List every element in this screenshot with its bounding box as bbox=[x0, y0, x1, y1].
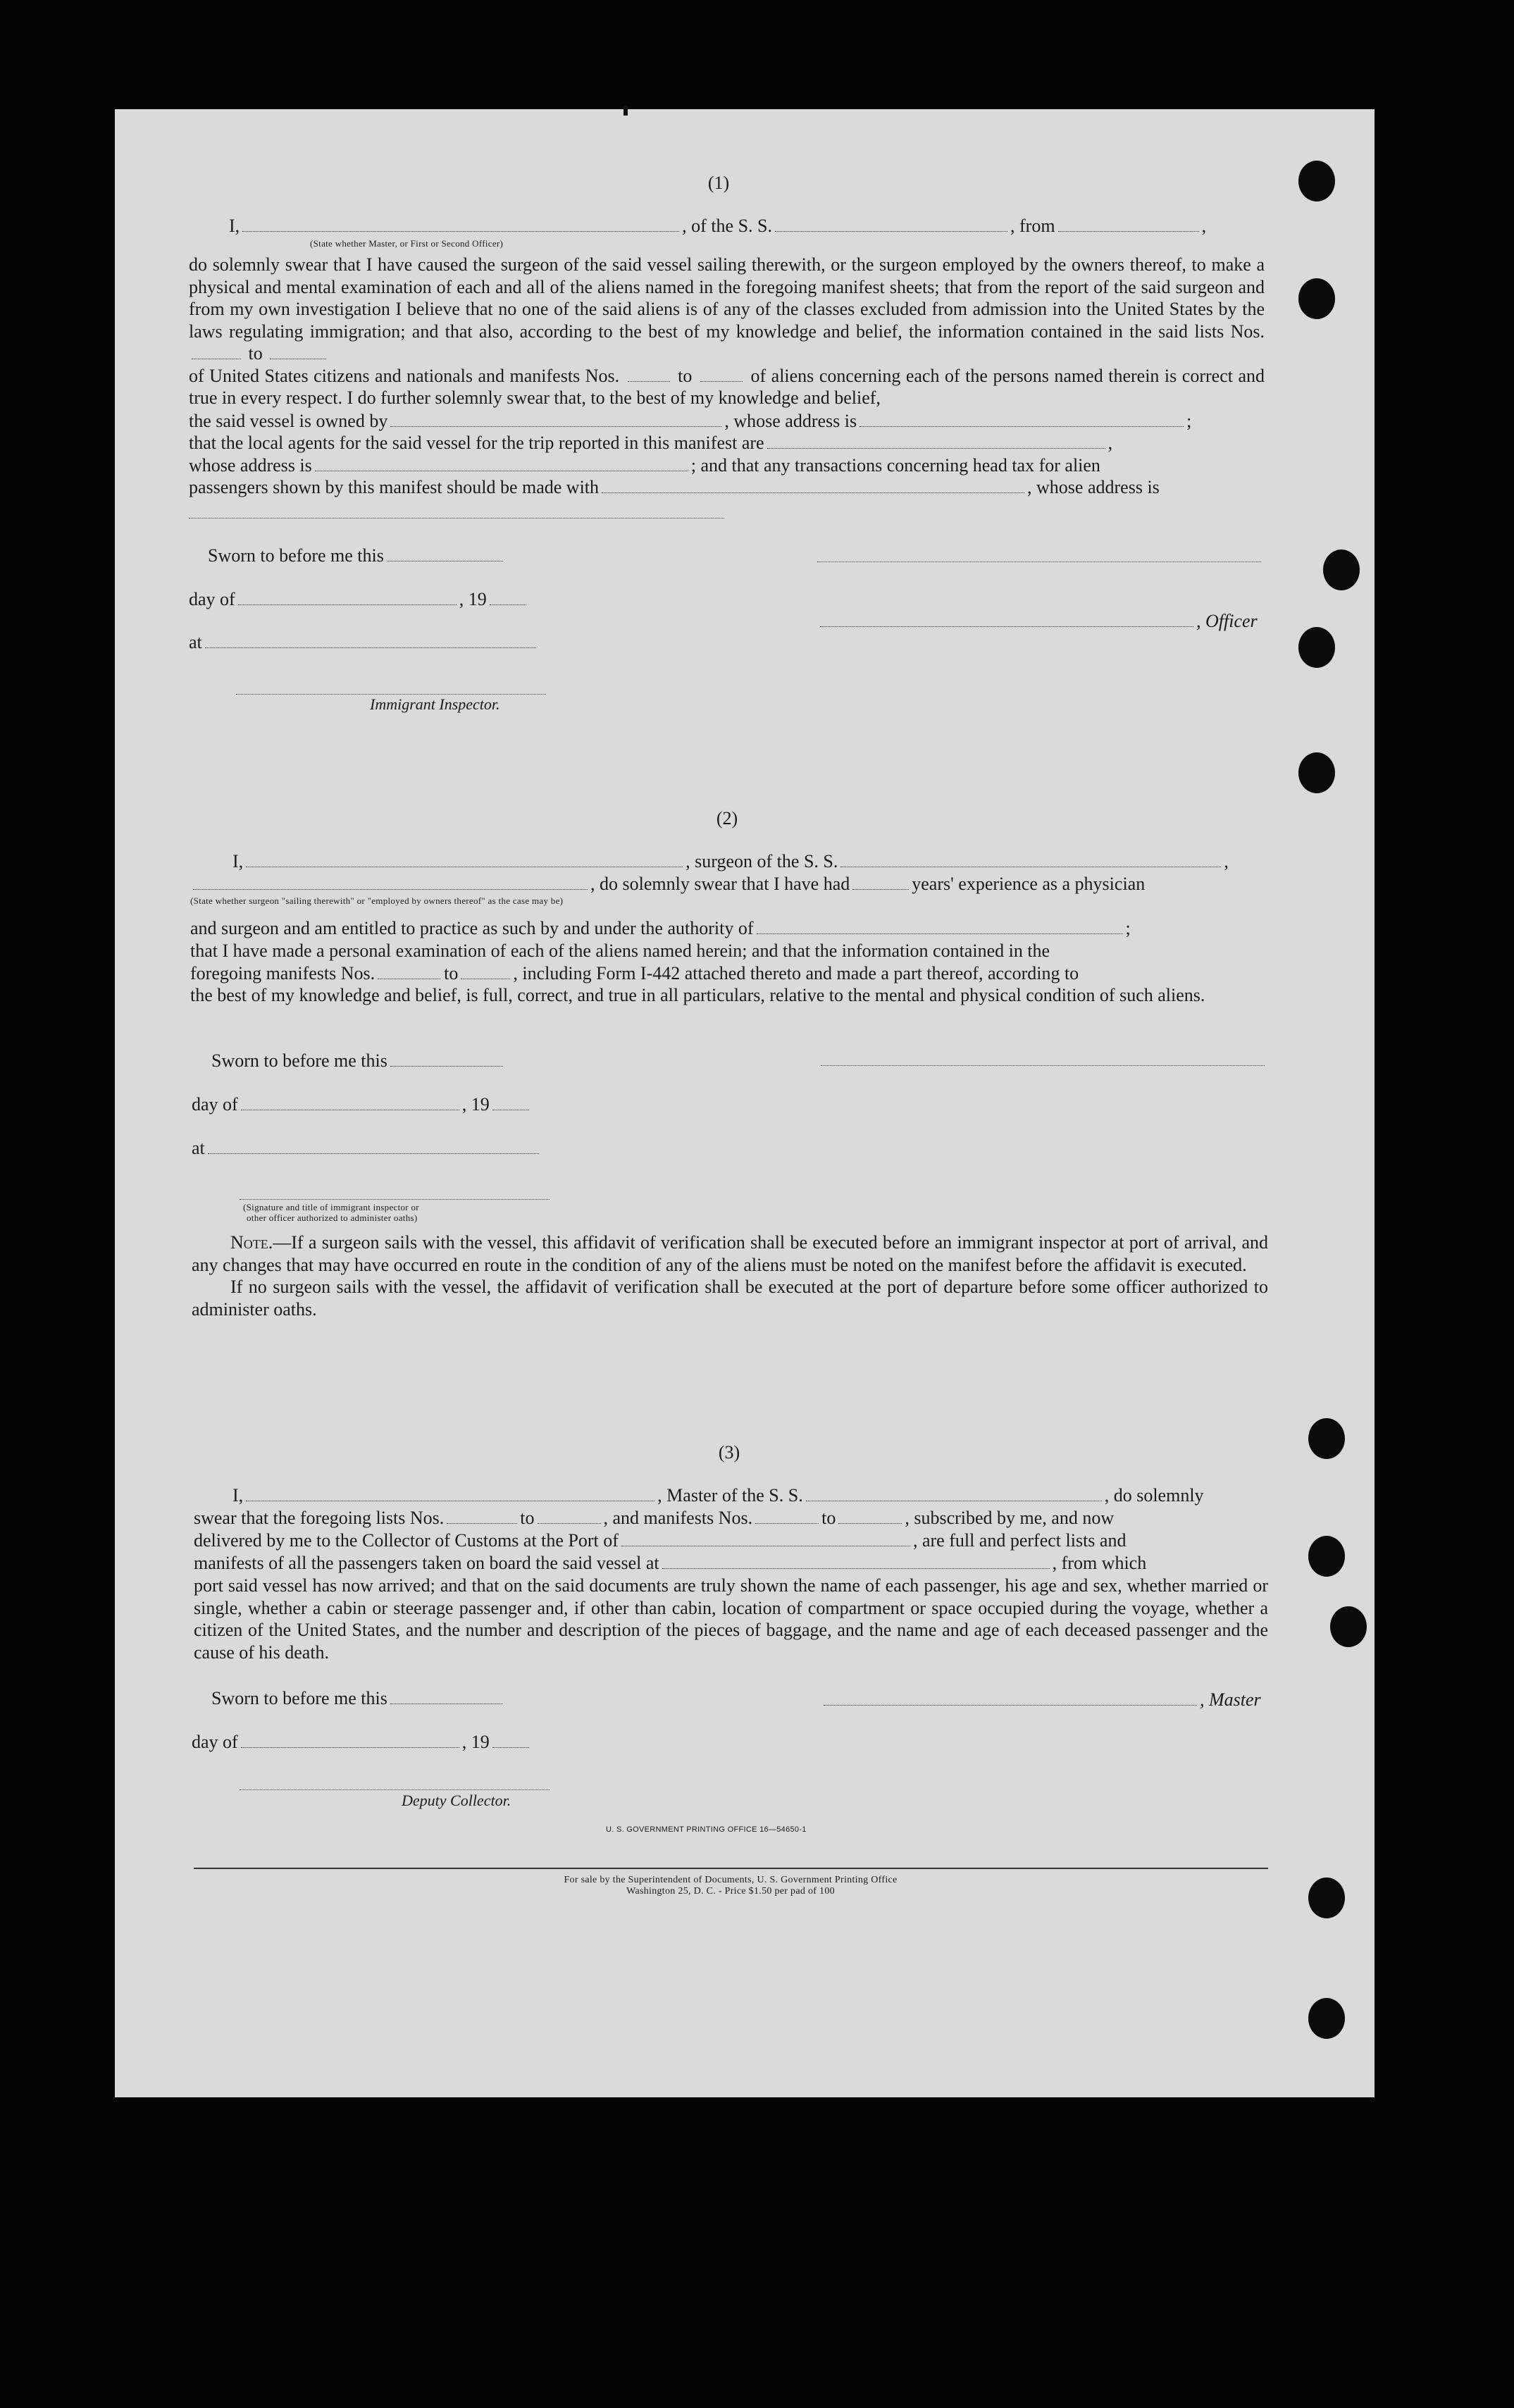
label: Sworn to before me this bbox=[208, 545, 384, 566]
binder-hole bbox=[1323, 550, 1360, 590]
label: day of bbox=[189, 589, 235, 609]
label: , from which bbox=[1052, 1553, 1147, 1573]
label: at bbox=[192, 1138, 205, 1158]
inspector-signature-field[interactable] bbox=[236, 694, 546, 695]
field-caption: (State whether Master, or First or Second Officer) bbox=[310, 238, 504, 249]
section-number: (1) bbox=[707, 173, 730, 193]
binder-hole bbox=[1298, 627, 1335, 668]
sworn-line bbox=[211, 1050, 506, 1072]
label: , and manifests Nos. bbox=[603, 1508, 753, 1528]
owner-address-field[interactable] bbox=[860, 426, 1184, 427]
binder-hole bbox=[1298, 161, 1335, 201]
label: , whose address is bbox=[1027, 477, 1160, 497]
binder-hole bbox=[1308, 1536, 1345, 1577]
authority-field[interactable] bbox=[757, 933, 1123, 934]
note-text: Note.—If a surgeon sails with the vessel, this affidavit of verification shall be executed before an immigrant inspector at port of arrival, and any changes that may have occurred en route in the condition of any of the aliens must be noted on the manifest before the affidavit is executed. bbox=[192, 1232, 1268, 1275]
oath-text: that I have made a personal examination of each of the aliens named herein; and that the information contained in the bbox=[190, 941, 1050, 961]
label: , do solemnly swear that I have had bbox=[590, 874, 850, 894]
master-arrival-body bbox=[194, 1575, 1268, 1663]
label: Sworn to before me this bbox=[211, 1688, 387, 1708]
vessel-name-field[interactable] bbox=[806, 1500, 1102, 1501]
binder-hole bbox=[1308, 1878, 1345, 1918]
label: day of bbox=[192, 1094, 238, 1115]
scan-mark bbox=[623, 106, 628, 116]
oath-text: the best of my knowledge and belief, is full, correct, and true in all particulars, relative to the mental and physical condition of such aliens. bbox=[190, 985, 1205, 1005]
label: to bbox=[520, 1508, 535, 1528]
label: , whose address is bbox=[724, 411, 857, 431]
label: , bbox=[1107, 433, 1113, 453]
lists-line bbox=[194, 1507, 1268, 1529]
label: , do solemnly bbox=[1104, 1485, 1204, 1506]
manifest-to-field[interactable] bbox=[461, 978, 510, 979]
agents-field[interactable] bbox=[767, 447, 1105, 449]
officer-line bbox=[817, 610, 1258, 633]
month-field[interactable] bbox=[241, 1746, 459, 1748]
inspector-signature-field[interactable] bbox=[240, 1199, 550, 1200]
owner-field[interactable] bbox=[390, 426, 721, 427]
master-arrival-line bbox=[232, 1484, 1268, 1507]
label: , 19 bbox=[461, 1094, 490, 1115]
place-line bbox=[192, 1137, 542, 1160]
oath-text: do solemnly swear that I have caused the surgeon of the said vessel sailing therewith, or the surgeon employed by the owners thereof, to make a physical and mental examination of each and all of the aliens named in the foregoing manifest sheets; that from the report of the said surgeon and from my own investigation I believe that no one of the said aliens is of any of the classes excluded from admission into the United States by the laws regulating immigration; and that also, according to the best of my knowledge and belief, the information contained in the said lists Nos. to bbox=[189, 254, 1265, 364]
label: , including Form I-442 attached thereto and made a part thereof, according to bbox=[513, 963, 1079, 983]
sale-notice: For sale by the Superintendent of Documents, U. S. Government Printing Office bbox=[564, 1875, 898, 1885]
label: years' experience as a physician bbox=[912, 874, 1146, 894]
embark-port-field[interactable] bbox=[662, 1568, 1050, 1569]
master-oath-body bbox=[189, 254, 1265, 409]
label: Sworn to before me this bbox=[211, 1050, 387, 1071]
binder-hole bbox=[1298, 752, 1335, 793]
binder-hole bbox=[1308, 1998, 1345, 2039]
label: foregoing manifests Nos. bbox=[190, 963, 376, 983]
label: , Master of the S. S. bbox=[657, 1485, 803, 1506]
surgeon-oath-body bbox=[190, 940, 1268, 962]
label: the said vessel is owned by bbox=[189, 411, 388, 431]
label: , are full and perfect lists and bbox=[912, 1530, 1127, 1551]
sworn-line bbox=[211, 1687, 506, 1710]
oath-text: of United States citizens and nationals and manifests Nos. to of aliens concerning each of the persons named therein is correct and true in every respect. I do further solemnly swear that, to the best of my knowledge and belief, bbox=[189, 365, 1265, 408]
binder-hole bbox=[1298, 278, 1335, 319]
label: to bbox=[444, 963, 459, 983]
master-signature-field[interactable] bbox=[817, 561, 1261, 562]
label: , of the S. S. bbox=[682, 216, 773, 236]
port-field[interactable] bbox=[621, 1545, 910, 1546]
officer-title-field[interactable] bbox=[242, 230, 679, 232]
agents-address-line bbox=[189, 454, 1265, 477]
label: day of bbox=[192, 1732, 238, 1752]
owner-line bbox=[189, 410, 1265, 433]
sworn-line bbox=[208, 545, 506, 567]
label: , bbox=[1224, 851, 1229, 871]
year-field[interactable] bbox=[492, 1746, 529, 1748]
master-name-field[interactable] bbox=[246, 1500, 654, 1501]
oath-text: port said vessel has now arrived; and that on the said documents are truly shown the name of each passenger, his age and sex, whether married or single, whether a cabin or steerage passenger and, if other than cabin, location of compartment or space occupied during the voyage, whether a citizen of the United States, and the number and description of the pieces of baggage, and the name and age of each deceased passenger and the cause of his death. bbox=[194, 1575, 1268, 1663]
surgeon-status-field[interactable] bbox=[193, 888, 588, 890]
label: , 19 bbox=[459, 589, 487, 609]
label: passengers shown by this manifest should be made with bbox=[189, 477, 600, 497]
label: that the local agents for the said vessel for the trip reported in this manifest are bbox=[189, 433, 764, 453]
signatory-title: Deputy Collector. bbox=[402, 1792, 511, 1809]
head-tax-address-field[interactable] bbox=[189, 518, 724, 519]
agents-line bbox=[189, 432, 1265, 454]
experience-line bbox=[190, 873, 1268, 895]
note bbox=[192, 1231, 1268, 1320]
label: whose address is bbox=[189, 455, 312, 476]
note-text: If no surgeon sails with the vessel, the affidavit of verification shall be executed at the port of departure before some officer authorized to administer oaths. bbox=[192, 1277, 1268, 1320]
master-signature-line bbox=[821, 1689, 1261, 1711]
authority-line bbox=[190, 917, 1268, 940]
signature-caption: other officer authorized to administer oaths) bbox=[247, 1212, 418, 1223]
surgeon-name-field[interactable] bbox=[246, 866, 683, 867]
label: at bbox=[189, 632, 202, 652]
label: , Master bbox=[1200, 1689, 1261, 1710]
surgeon-oath-line bbox=[232, 850, 1268, 873]
place-line bbox=[189, 631, 539, 654]
manifests-line bbox=[190, 962, 1268, 985]
label: I, bbox=[232, 1485, 244, 1506]
sworn-day-field[interactable] bbox=[387, 560, 503, 561]
binder-hole bbox=[1308, 1418, 1345, 1459]
manifest-to-field[interactable] bbox=[838, 1522, 902, 1524]
manifest-from-field[interactable] bbox=[378, 978, 441, 979]
date-line bbox=[189, 588, 529, 611]
label: and surgeon and am entitled to practice as such by and under the authority of bbox=[190, 918, 754, 938]
label: , surgeon of the S. S. bbox=[685, 851, 838, 871]
head-tax-field[interactable] bbox=[602, 492, 1024, 493]
label: , 19 bbox=[461, 1732, 490, 1752]
label: I, bbox=[232, 851, 244, 871]
binder-hole bbox=[1330, 1606, 1367, 1647]
label: to bbox=[821, 1508, 836, 1528]
master-signature-field[interactable] bbox=[824, 1704, 1197, 1706]
surgeon-signature-field[interactable] bbox=[821, 1065, 1265, 1066]
section-number: (3) bbox=[718, 1442, 740, 1463]
sworn-day-field[interactable] bbox=[390, 1703, 503, 1704]
year-field[interactable] bbox=[490, 604, 526, 605]
label: ; bbox=[1125, 918, 1131, 938]
label: ; and that any transactions concerning head tax for alien bbox=[690, 455, 1100, 476]
label: delivered by me to the Collector of Customs at the Port of bbox=[194, 1530, 619, 1551]
date-line bbox=[192, 1093, 532, 1116]
port-line bbox=[194, 1529, 1268, 1552]
place-field[interactable] bbox=[205, 647, 536, 648]
year-field[interactable] bbox=[492, 1109, 529, 1110]
surgeon-oath-body-2 bbox=[190, 984, 1268, 1007]
years-field[interactable] bbox=[852, 888, 909, 890]
manifest-from-field[interactable] bbox=[755, 1522, 819, 1524]
sworn-day-field[interactable] bbox=[390, 1065, 503, 1067]
deputy-collector-signature-field[interactable] bbox=[240, 1789, 550, 1790]
signatory-title: Immigrant Inspector. bbox=[370, 695, 500, 713]
vessel-name-field[interactable] bbox=[840, 866, 1221, 867]
label: , bbox=[1201, 216, 1207, 236]
label: , subscribed by me, and now bbox=[905, 1508, 1115, 1528]
section-number: (2) bbox=[716, 808, 738, 828]
master-oath-line bbox=[229, 215, 1265, 237]
date-line bbox=[192, 1731, 532, 1754]
label: swear that the foregoing lists Nos. bbox=[194, 1508, 445, 1528]
footer-rule bbox=[194, 1868, 1268, 1869]
label: , Officer bbox=[1196, 611, 1258, 631]
label: , from bbox=[1010, 216, 1055, 236]
label: ; bbox=[1186, 411, 1192, 431]
sale-notice: Washington 25, D. C. - Price $1.50 per pad of 100 bbox=[626, 1886, 835, 1897]
vessel-name-field[interactable] bbox=[775, 230, 1007, 232]
officer-signature-field[interactable] bbox=[820, 626, 1193, 627]
list-from-field[interactable] bbox=[447, 1522, 517, 1524]
list-to-field[interactable] bbox=[538, 1522, 601, 1524]
signature-caption: (Signature and title of immigrant inspector or bbox=[243, 1202, 419, 1212]
place-field[interactable] bbox=[208, 1153, 539, 1154]
label: I, bbox=[229, 216, 240, 236]
agents-address-field[interactable] bbox=[315, 470, 688, 471]
label: manifests of all the passengers taken on board the said vessel at bbox=[194, 1553, 659, 1573]
month-field[interactable] bbox=[238, 604, 457, 605]
printer-imprint: U. S. GOVERNMENT PRINTING OFFICE 16—54650-1 bbox=[606, 1825, 807, 1834]
head-tax-line bbox=[189, 476, 1265, 499]
field-caption: (State whether surgeon "sailing therewith" or "employed by owners thereof" as the case may be) bbox=[190, 895, 564, 906]
embark-line bbox=[194, 1552, 1268, 1575]
from-port-field[interactable] bbox=[1058, 230, 1199, 232]
month-field[interactable] bbox=[241, 1109, 459, 1110]
